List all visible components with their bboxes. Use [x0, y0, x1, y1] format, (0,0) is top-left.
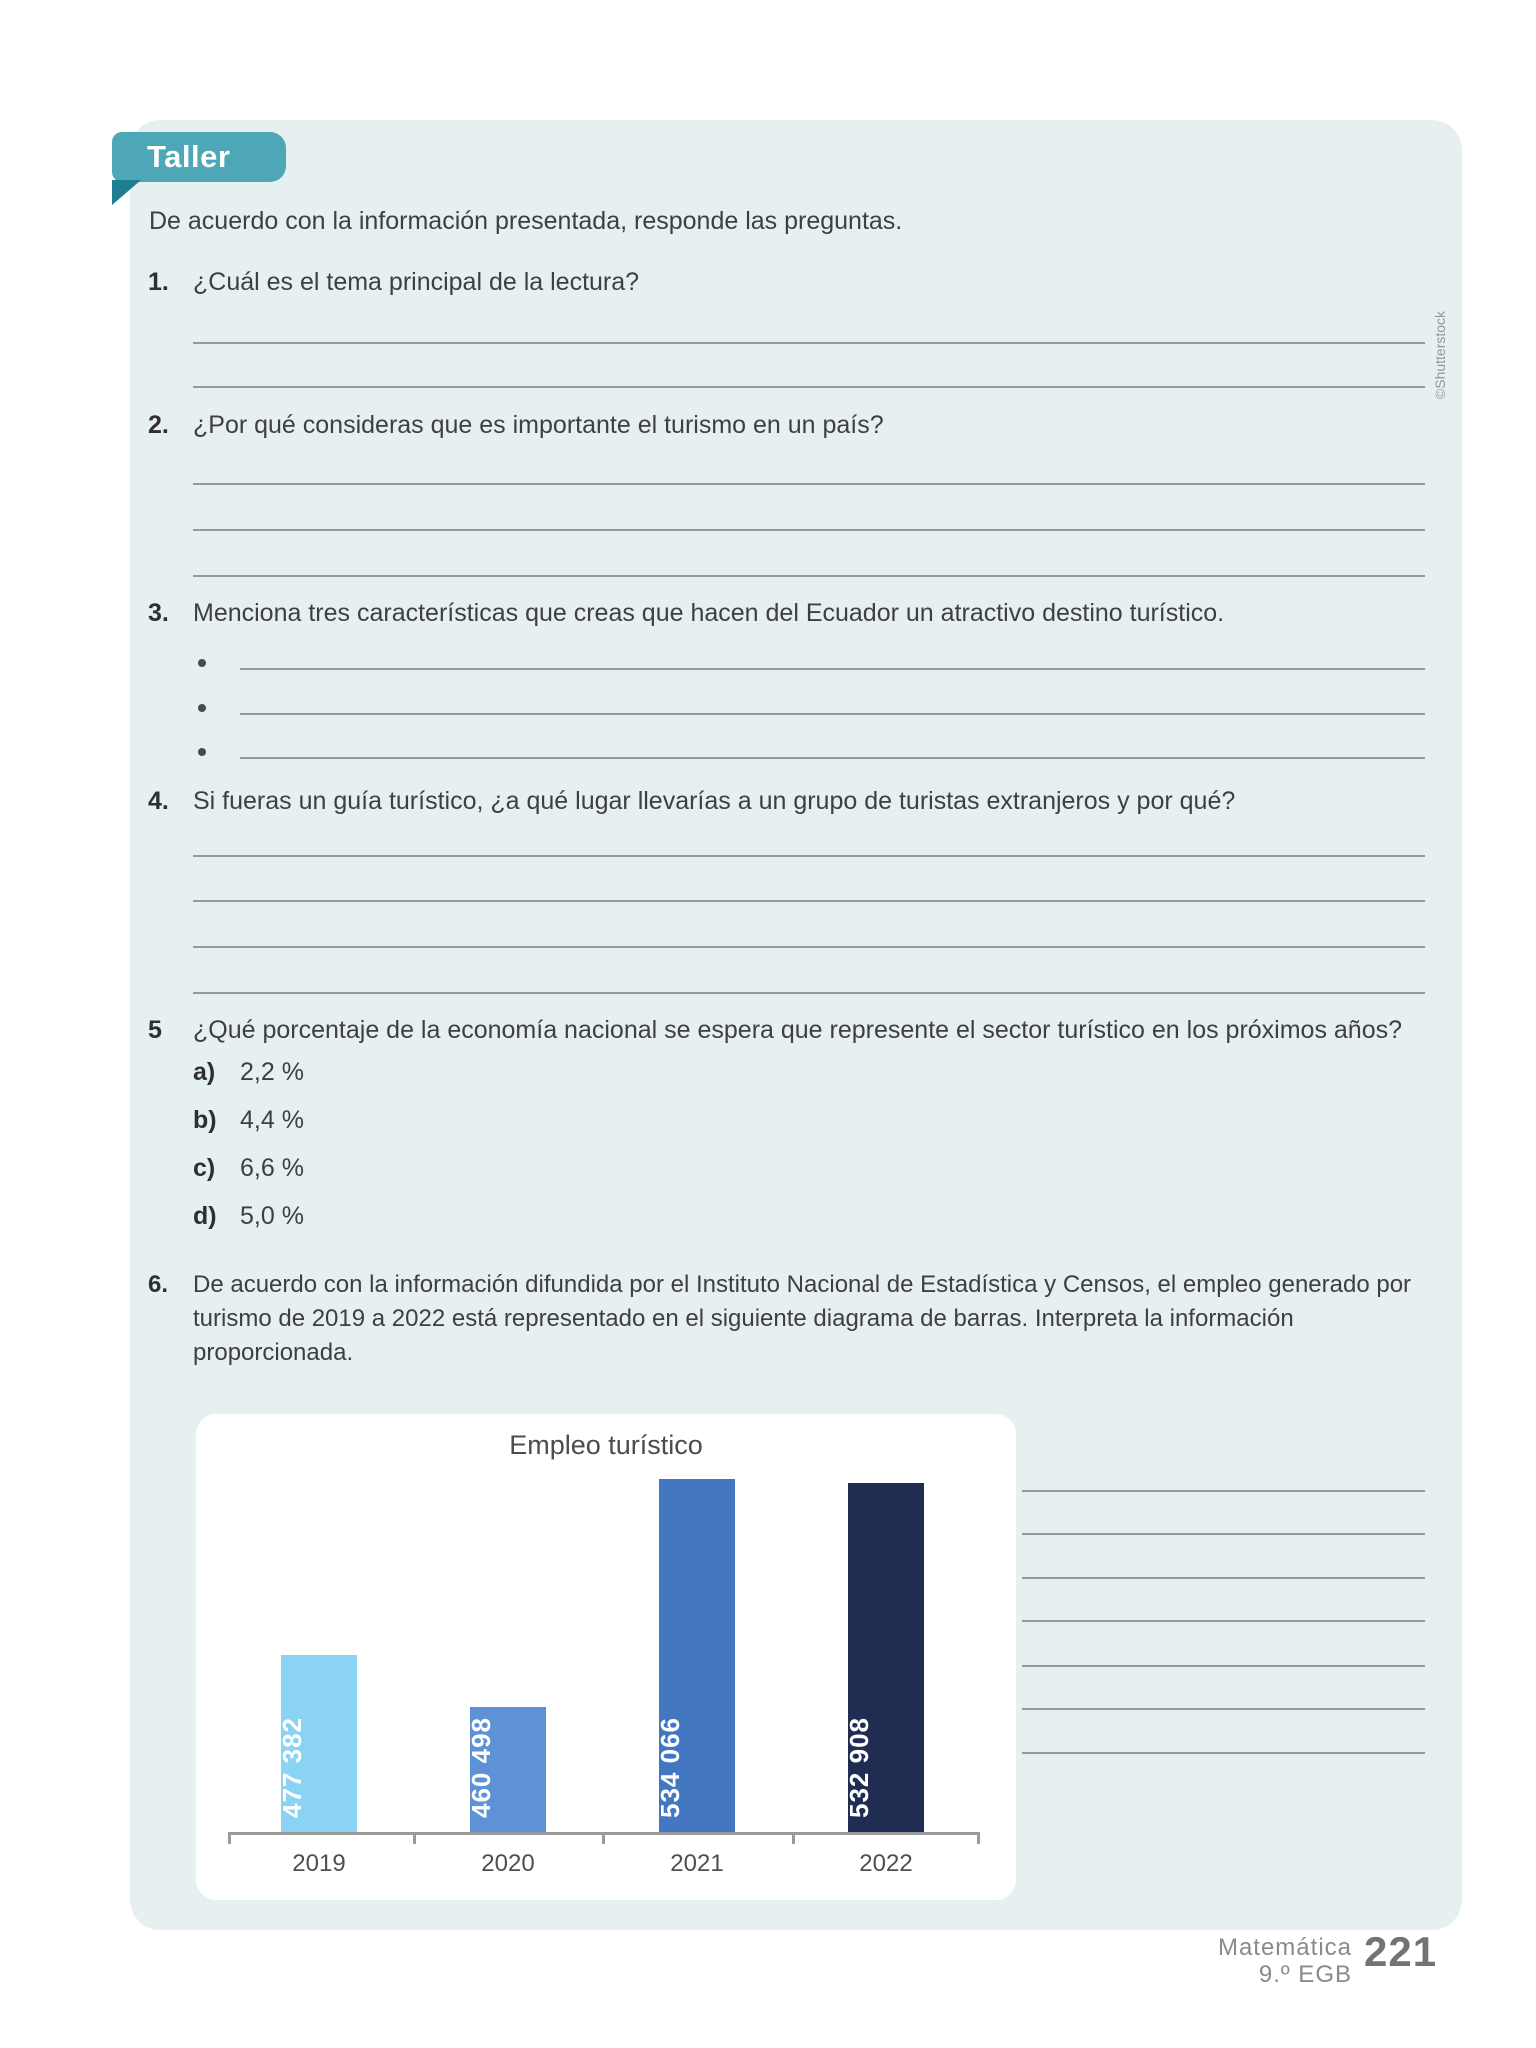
option-b-letter: b) — [193, 1106, 217, 1134]
answer-line — [193, 529, 1425, 531]
bar-value-2021: 534 066 — [655, 1717, 685, 1818]
answer-line — [1022, 1708, 1425, 1710]
answer-line — [193, 992, 1425, 994]
answer-line — [1022, 1665, 1425, 1667]
shutterstock-credit: ©Shutterstock — [1432, 310, 1448, 400]
footer-grade: 9.º EGB — [1258, 1961, 1352, 1988]
answer-line — [1022, 1620, 1425, 1622]
answer-line — [193, 855, 1425, 857]
x-label-2021: 2021 — [670, 1850, 724, 1877]
option-a-letter: a) — [193, 1058, 216, 1086]
option-a-value: 2,2 % — [240, 1058, 304, 1086]
bar-value-2020: 460 498 — [466, 1717, 496, 1818]
answer-line — [193, 946, 1425, 948]
question-3 — [148, 598, 1224, 629]
taller-badge-fold — [112, 180, 141, 205]
bullet-icon — [198, 704, 206, 712]
question-4-text: Si fueras un guía turístico, ¿a qué lugar llevarías a un grupo de turistas extranjeros y por qué? — [193, 787, 1236, 815]
question-2-number: 2. — [148, 411, 169, 439]
option-a — [193, 1058, 304, 1087]
question-6-number: 6. — [148, 1271, 169, 1298]
taller-badge-label: Taller — [147, 139, 231, 174]
option-d-value: 5,0 % — [240, 1202, 304, 1230]
answer-line — [1022, 1533, 1425, 1535]
axis-tick — [602, 1832, 605, 1844]
bar-value-2019: 477 382 — [277, 1717, 307, 1818]
question-2 — [148, 410, 884, 441]
bullet-icon — [198, 748, 206, 756]
question-2-text: ¿Por qué consideras que es importante el turismo en un país? — [193, 411, 884, 439]
footer-subject-grade — [1060, 1934, 1352, 1988]
option-c-letter: c) — [193, 1154, 216, 1182]
answer-line — [193, 575, 1425, 577]
question-1-text: ¿Cuál es el tema principal de la lectura? — [193, 268, 640, 296]
x-label-2022: 2022 — [859, 1850, 913, 1877]
taller-badge — [112, 132, 286, 182]
question-5 — [148, 1015, 1402, 1046]
answer-line — [193, 386, 1425, 388]
question-6-text: De acuerdo con la información difundida por el Instituto Nacional de Estadística y Censos, el empleo generado por turismo de 2019 a 2022 está representado en el siguiente diagrama de barras. Interpreta la información proporcionada. — [193, 1271, 1412, 1366]
question-1 — [148, 267, 639, 298]
question-3-text: Menciona tres características que creas que hacen del Ecuador un atractivo destino turístico. — [193, 599, 1225, 627]
option-c-value: 6,6 % — [240, 1154, 304, 1182]
question-4-number: 4. — [148, 787, 169, 815]
answer-line — [240, 713, 1425, 715]
axis-tick — [977, 1832, 980, 1844]
axis-tick — [228, 1832, 231, 1844]
question-5-number: 5 — [148, 1016, 162, 1044]
option-d — [193, 1202, 304, 1231]
chart-title: Empleo turístico — [509, 1430, 703, 1460]
question-1-number: 1. — [148, 268, 169, 296]
question-3-number: 3. — [148, 599, 169, 627]
axis-tick — [413, 1832, 416, 1844]
footer-subject: Matemática — [1217, 1934, 1352, 1961]
option-b-value: 4,4 % — [240, 1106, 304, 1134]
axis-tick — [792, 1832, 795, 1844]
answer-line — [1022, 1490, 1425, 1492]
answer-line — [193, 900, 1425, 902]
answer-line — [1022, 1577, 1425, 1579]
bar-chart — [196, 1414, 1016, 1900]
option-d-letter: d) — [193, 1202, 217, 1230]
intro-text: De acuerdo con la información presentada, responde las preguntas. — [149, 207, 903, 235]
answer-line — [240, 757, 1425, 759]
x-label-2019: 2019 — [292, 1850, 346, 1877]
option-c — [193, 1154, 304, 1183]
answer-line — [193, 342, 1425, 344]
page-number: 221 — [1364, 1928, 1438, 1975]
answer-line — [193, 483, 1425, 485]
answer-line — [1022, 1752, 1425, 1754]
option-b — [193, 1106, 304, 1135]
answer-line — [240, 668, 1425, 670]
question-5-text: ¿Qué porcentaje de la economía nacional se espera que represente el sector turístico en los próximos años? — [193, 1016, 1403, 1044]
x-label-2020: 2020 — [481, 1850, 535, 1877]
question-6 — [148, 1268, 1438, 1370]
bar-value-2022: 532 908 — [844, 1717, 874, 1818]
bullet-icon — [198, 659, 206, 667]
question-4 — [148, 786, 1235, 817]
